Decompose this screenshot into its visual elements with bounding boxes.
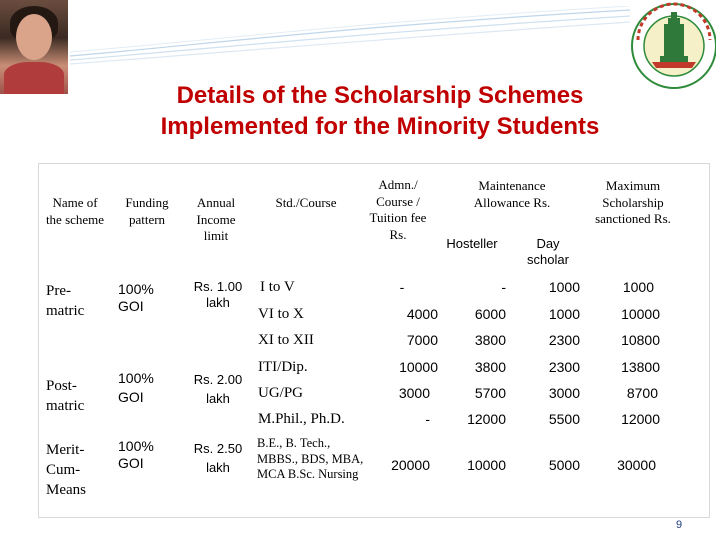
day-row-2: 2300 bbox=[548, 332, 580, 348]
day-row-0: 1000 bbox=[548, 279, 580, 295]
day-row-5: 5500 bbox=[548, 411, 580, 427]
income-postmatric: Rs. 2.00 lakh bbox=[193, 372, 243, 406]
admn-row-0: - bbox=[399, 279, 405, 295]
hosteller-row-6: 10000 bbox=[467, 457, 506, 473]
header-income-limit: Annual Income limit bbox=[196, 195, 236, 243]
hosteller-row-5: 12000 bbox=[467, 411, 506, 427]
admn-row-5: - bbox=[425, 411, 430, 427]
max-row-5: 12000 bbox=[621, 411, 660, 427]
hosteller-row-2: 3800 bbox=[474, 332, 506, 348]
day-row-1: 1000 bbox=[548, 306, 580, 322]
course-xi-to-xii: XI to XII bbox=[258, 332, 314, 348]
hosteller-row-1: 6000 bbox=[474, 306, 506, 322]
course-vi-to-x: VI to X bbox=[258, 306, 304, 322]
day-row-4: 3000 bbox=[548, 385, 580, 401]
title-line-1: Details of the Scholarship Schemes bbox=[176, 82, 584, 109]
day-row-3: 2300 bbox=[548, 359, 580, 375]
funding-merit: 100% GOI bbox=[118, 438, 154, 471]
max-row-3: 13800 bbox=[621, 359, 660, 375]
page-number: 9 bbox=[676, 519, 683, 531]
scheme-name-prematric: Pre-matric bbox=[46, 283, 85, 319]
header-maximum: Maximum Scholarship sanctioned Rs. bbox=[595, 178, 671, 226]
admn-row-3: 10000 bbox=[399, 359, 438, 375]
funding-postmatric: 100% GOI bbox=[118, 370, 154, 405]
state-emblem-icon bbox=[630, 0, 716, 92]
header-funding-pattern: Funding pattern bbox=[125, 195, 169, 227]
course-mphil-phd: M.Phil., Ph.D. bbox=[258, 411, 345, 427]
funding-prematric: 100% GOI bbox=[118, 281, 154, 314]
slide-title bbox=[80, 80, 680, 142]
header-hosteller: Hosteller bbox=[446, 236, 498, 251]
max-row-4: 8700 bbox=[626, 385, 658, 401]
admn-row-4: 3000 bbox=[398, 385, 430, 401]
header-day-scholar: Day scholar bbox=[527, 236, 569, 267]
title-line-2: Implemented for the Minority Students bbox=[160, 113, 600, 140]
admn-row-6: 20000 bbox=[391, 457, 430, 473]
course-professional: B.E., B. Tech., MBBS., BDS, MBA, MCA B.Sc. Nursing bbox=[257, 436, 364, 481]
header-admn-fee: Admn./ Course / Tuition fee Rs. bbox=[369, 177, 427, 242]
header-std-course: Std./Course bbox=[275, 195, 337, 210]
income-merit: Rs. 2.50 lakh bbox=[193, 441, 243, 475]
course-i-to-v: I to V bbox=[260, 279, 295, 295]
admn-row-2: 7000 bbox=[406, 332, 438, 348]
max-row-6: 30000 bbox=[617, 457, 656, 473]
hosteller-row-0: - bbox=[501, 279, 506, 295]
day-row-6: 5000 bbox=[548, 457, 580, 473]
course-ug-pg: UG/PG bbox=[258, 385, 304, 401]
admn-row-1: 4000 bbox=[406, 306, 438, 322]
income-prematric: Rs. 1.00 lakh bbox=[193, 279, 243, 310]
header-maintenance: Maintenance Allowance Rs. bbox=[473, 178, 551, 210]
max-row-0: 1000 bbox=[622, 279, 654, 295]
portrait-photo bbox=[0, 0, 68, 94]
scheme-name-merit: Merit-Cum-Means bbox=[46, 442, 86, 498]
scheme-name-postmatric: Post-matric bbox=[46, 378, 85, 414]
hosteller-row-4: 5700 bbox=[474, 385, 506, 401]
course-iti-dip: ITI/Dip. bbox=[258, 359, 308, 375]
max-row-1: 10000 bbox=[621, 306, 660, 322]
hosteller-row-3: 3800 bbox=[474, 359, 506, 375]
max-row-2: 10800 bbox=[621, 332, 660, 348]
decorative-waves bbox=[70, 6, 630, 66]
header-scheme-name: Name of the scheme bbox=[45, 195, 105, 227]
